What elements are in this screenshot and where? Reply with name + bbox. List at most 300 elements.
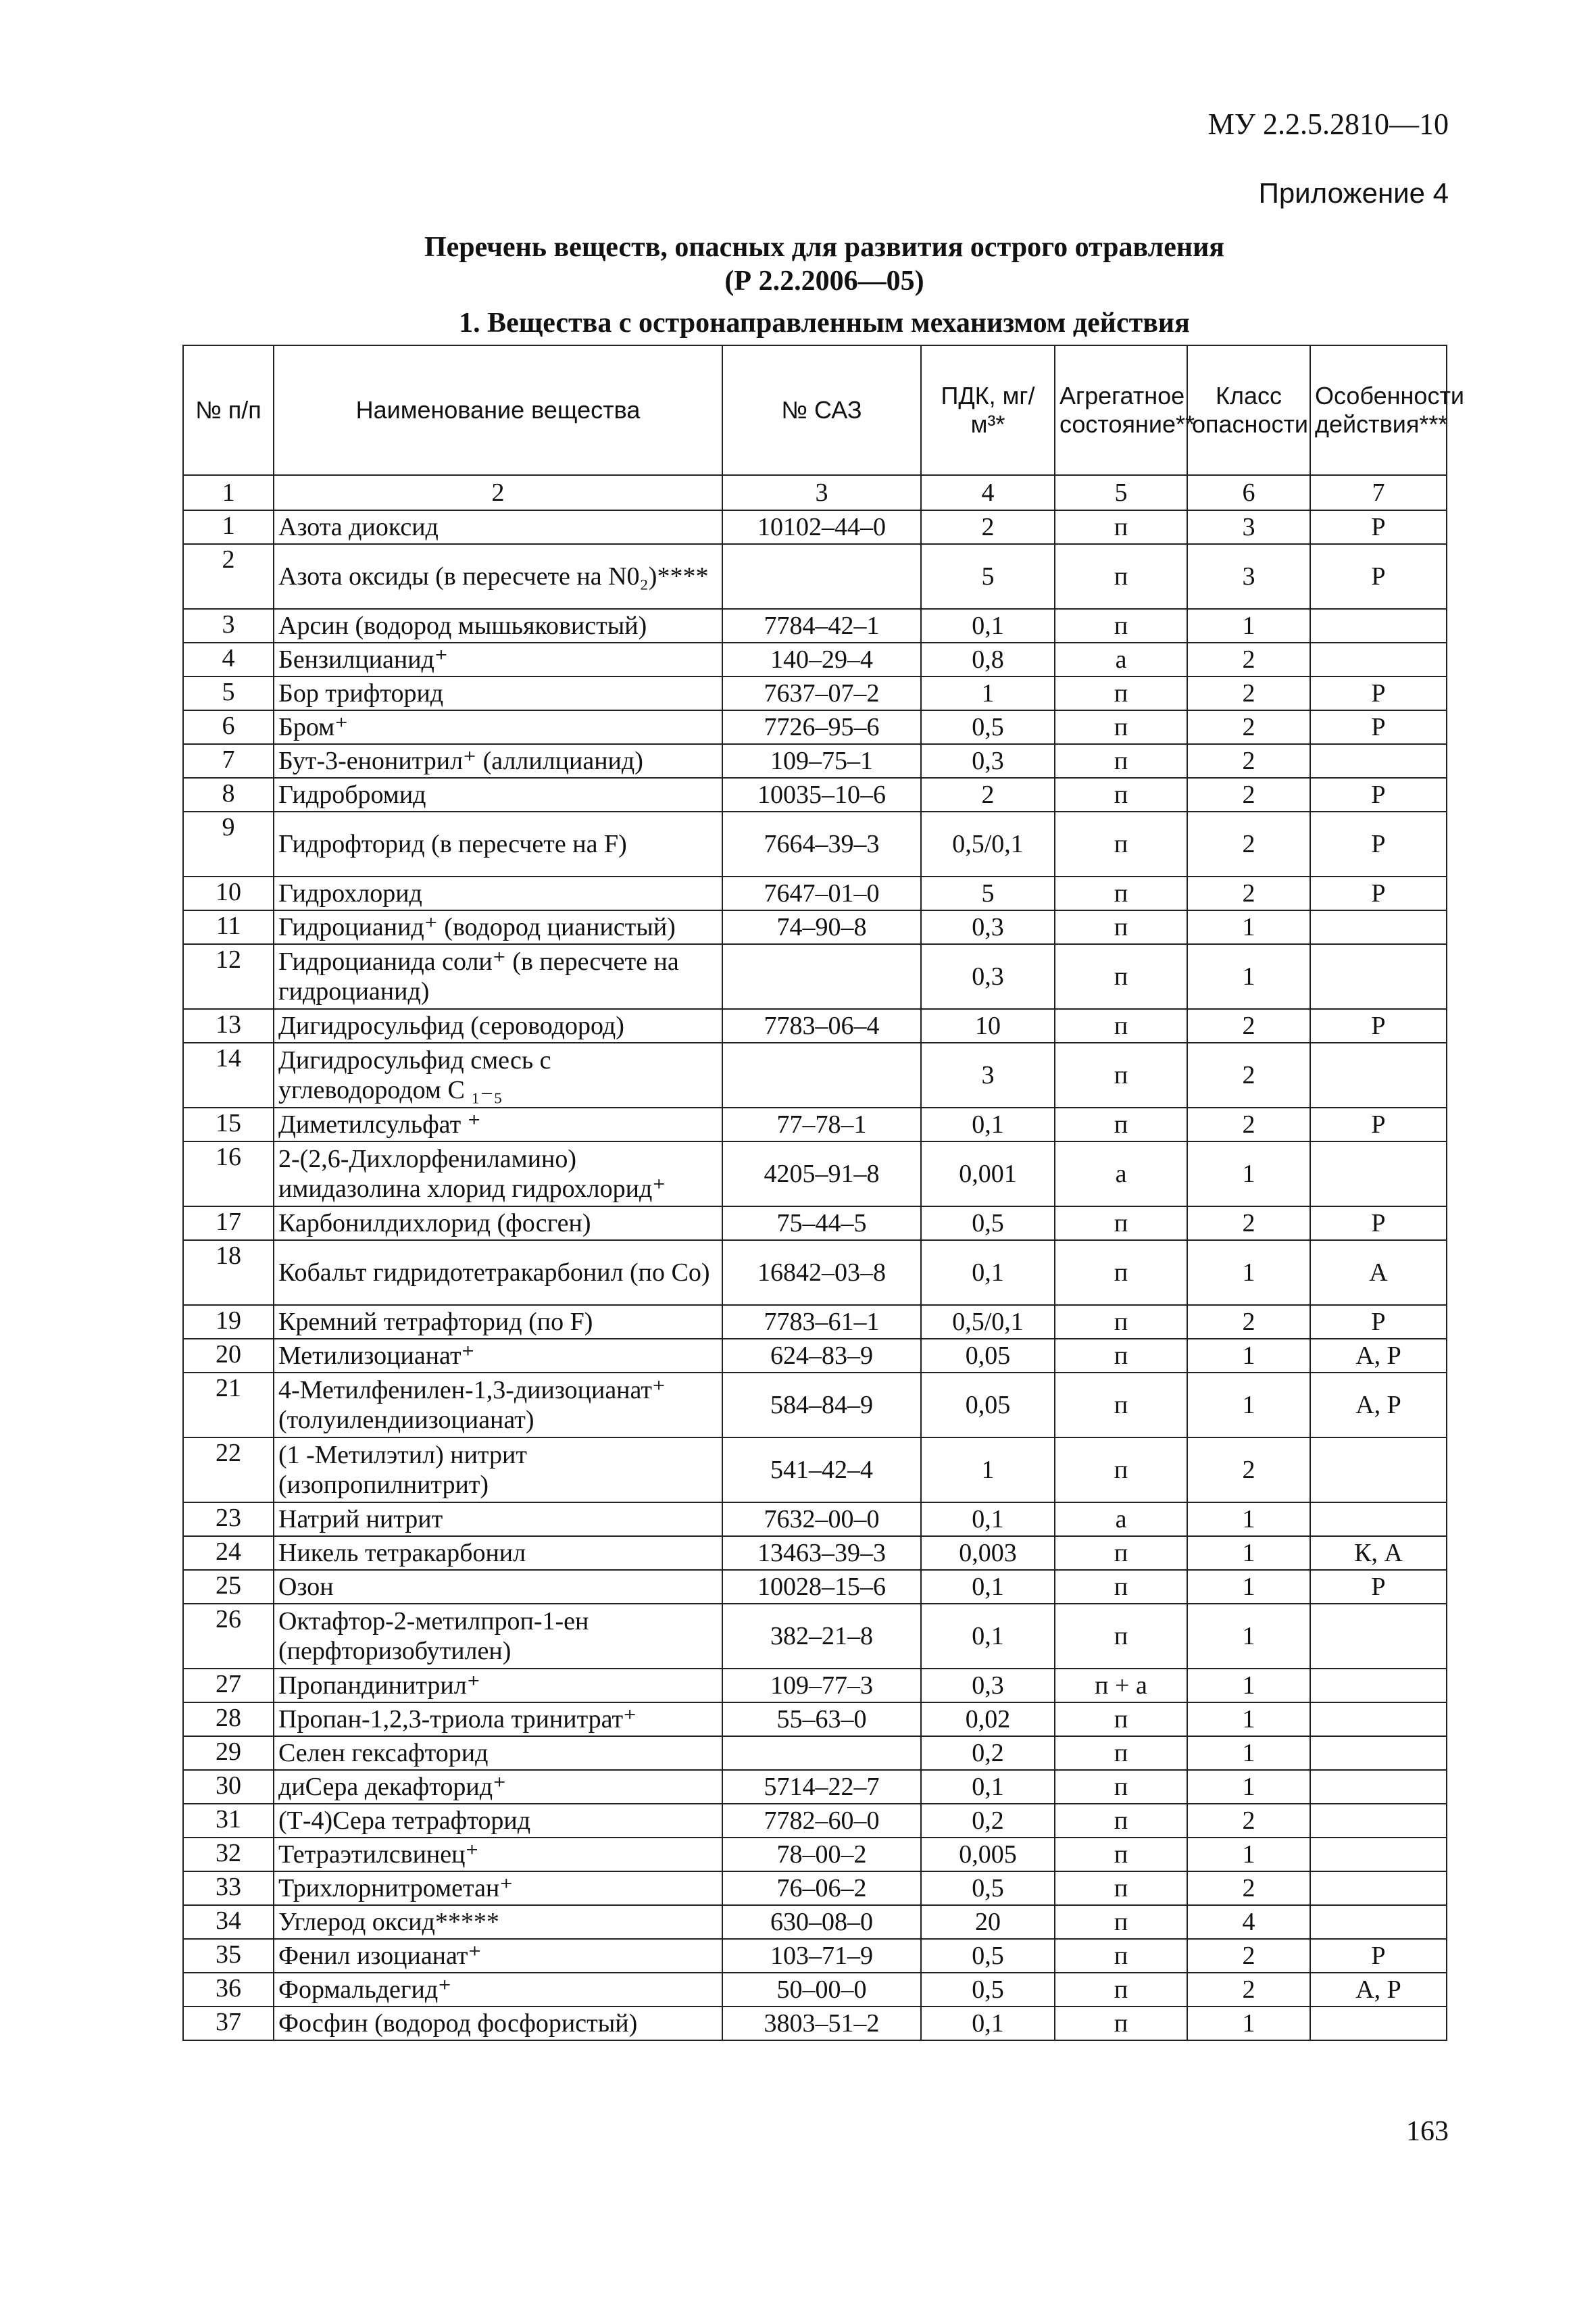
cell-mac: 5 bbox=[921, 544, 1055, 609]
cell-cas-number bbox=[722, 1043, 921, 1108]
cell-substance-name: Трихлорнитрометан⁺ bbox=[274, 1871, 722, 1905]
cell-aggregate-state: п bbox=[1055, 1770, 1187, 1804]
cell-action-features bbox=[1310, 609, 1447, 643]
cell-cas-number: 140–29–4 bbox=[722, 643, 921, 676]
table-row bbox=[183, 1702, 1447, 1736]
cell-substance-name: Дигидросульфид смесь с углеводородом С ₁₋₅ bbox=[274, 1043, 722, 1108]
table-row bbox=[183, 1604, 1447, 1669]
cell-cas-number: 7784–42–1 bbox=[722, 609, 921, 643]
cell-cas-number: 75–44–5 bbox=[722, 1206, 921, 1240]
cell-action-features bbox=[1310, 944, 1447, 1009]
cell-cas-number: 7726–95–6 bbox=[722, 710, 921, 744]
cell-action-features: К, А bbox=[1310, 1536, 1447, 1570]
column-number: 3 bbox=[722, 475, 921, 510]
cell-aggregate-state: а bbox=[1055, 1141, 1187, 1206]
cell-substance-name: Диметилсульфат ⁺ bbox=[274, 1108, 722, 1141]
cell-substance-name: Бром⁺ bbox=[274, 710, 722, 744]
cell-aggregate-state: а bbox=[1055, 643, 1187, 676]
cell-hazard-class: 4 bbox=[1187, 1905, 1310, 1939]
cell-action-features: Р bbox=[1310, 1305, 1447, 1339]
cell-hazard-class: 2 bbox=[1187, 1108, 1310, 1141]
cell-substance-name: Гидроцианида соли⁺ (в пересчете на гидроцианид) bbox=[274, 944, 722, 1009]
cell-cas-number: 624–83–9 bbox=[722, 1339, 921, 1373]
cell-mac: 0,8 bbox=[921, 643, 1055, 676]
cell-aggregate-state: п bbox=[1055, 710, 1187, 744]
cell-mac: 0,5/0,1 bbox=[921, 812, 1055, 877]
page-number: 163 bbox=[1406, 2116, 1449, 2147]
cell-aggregate-state: п bbox=[1055, 1339, 1187, 1373]
cell-action-features: Р bbox=[1310, 544, 1447, 609]
cell-mac: 0,5 bbox=[921, 1939, 1055, 1973]
cell-hazard-class: 1 bbox=[1187, 1838, 1310, 1871]
cell-hazard-class: 2 bbox=[1187, 1009, 1310, 1043]
column-number: 5 bbox=[1055, 475, 1187, 510]
cell-hazard-class: 2 bbox=[1187, 643, 1310, 676]
table-row bbox=[183, 1141, 1447, 1206]
cell-cas-number: 5714–22–7 bbox=[722, 1770, 921, 1804]
cell-mac: 2 bbox=[921, 778, 1055, 812]
cell-substance-name: Селен гексафторид bbox=[274, 1736, 722, 1770]
cell-substance-name: Октафтор-2-метилпроп-1-ен (перфторизобутилен) bbox=[274, 1604, 722, 1669]
cell-cas-number: 10102–44–0 bbox=[722, 510, 921, 544]
cell-aggregate-state: п bbox=[1055, 1043, 1187, 1108]
cell-aggregate-state: п bbox=[1055, 544, 1187, 609]
cell-substance-name: Кобальт гидридотетракарбонил (по Со) bbox=[274, 1240, 722, 1305]
cell-cas-number: 16842–03–8 bbox=[722, 1240, 921, 1305]
cell-mac: 0,5 bbox=[921, 1973, 1055, 2007]
cell-hazard-class: 1 bbox=[1187, 1240, 1310, 1305]
table-row bbox=[183, 1536, 1447, 1570]
column-number: 2 bbox=[274, 475, 722, 510]
cell-number: 6 bbox=[183, 710, 274, 744]
cell-aggregate-state: п + а bbox=[1055, 1669, 1187, 1702]
cell-action-features: А, Р bbox=[1310, 1973, 1447, 2007]
cell-number: 5 bbox=[183, 676, 274, 710]
cell-cas-number: 78–00–2 bbox=[722, 1838, 921, 1871]
cell-substance-name: Бут-3-енонитрил⁺ (аллилцианид) bbox=[274, 744, 722, 778]
cell-aggregate-state: п bbox=[1055, 1437, 1187, 1502]
cell-cas-number: 584–84–9 bbox=[722, 1373, 921, 1437]
header-mac: ПДК, мг/м³* bbox=[921, 345, 1055, 475]
header-number: № п/п bbox=[183, 345, 274, 475]
cell-cas-number: 7783–61–1 bbox=[722, 1305, 921, 1339]
cell-mac: 0,5 bbox=[921, 1871, 1055, 1905]
cell-aggregate-state: п bbox=[1055, 1108, 1187, 1141]
cell-mac: 0,1 bbox=[921, 1502, 1055, 1536]
cell-hazard-class: 1 bbox=[1187, 2007, 1310, 2040]
cell-substance-name: 4-Метилфенилен-1,3-диизоцианат⁺ (толуилендиизоцианат) bbox=[274, 1373, 722, 1437]
cell-hazard-class: 1 bbox=[1187, 1141, 1310, 1206]
cell-substance-name: Бор трифторид bbox=[274, 676, 722, 710]
cell-mac: 0,05 bbox=[921, 1339, 1055, 1373]
appendix-label: Приложение 4 bbox=[1258, 177, 1449, 209]
table-row bbox=[183, 676, 1447, 710]
cell-cas-number: 10028–15–6 bbox=[722, 1570, 921, 1604]
cell-hazard-class: 1 bbox=[1187, 1702, 1310, 1736]
cell-aggregate-state: п bbox=[1055, 1373, 1187, 1437]
cell-aggregate-state: п bbox=[1055, 877, 1187, 910]
cell-aggregate-state: п bbox=[1055, 910, 1187, 944]
cell-action-features bbox=[1310, 1043, 1447, 1108]
cell-cas-number: 103–71–9 bbox=[722, 1939, 921, 1973]
cell-hazard-class: 1 bbox=[1187, 1604, 1310, 1669]
cell-mac: 0,003 bbox=[921, 1536, 1055, 1570]
cell-cas-number: 13463–39–3 bbox=[722, 1536, 921, 1570]
cell-hazard-class: 2 bbox=[1187, 1973, 1310, 2007]
cell-aggregate-state: п bbox=[1055, 1838, 1187, 1871]
table-row bbox=[183, 877, 1447, 910]
cell-number: 29 bbox=[183, 1736, 274, 1770]
cell-aggregate-state: п bbox=[1055, 1702, 1187, 1736]
cell-hazard-class: 1 bbox=[1187, 1502, 1310, 1536]
cell-number: 2 bbox=[183, 544, 274, 609]
cell-substance-name: Фосфин (водород фосфористый) bbox=[274, 2007, 722, 2040]
cell-aggregate-state: п bbox=[1055, 1939, 1187, 1973]
cell-action-features: Р bbox=[1310, 1009, 1447, 1043]
cell-substance-name: Азота оксиды (в пересчете на N0₂)**** bbox=[274, 544, 722, 609]
table-row bbox=[183, 778, 1447, 812]
cell-hazard-class: 1 bbox=[1187, 1339, 1310, 1373]
cell-mac: 1 bbox=[921, 1437, 1055, 1502]
cell-hazard-class: 2 bbox=[1187, 812, 1310, 877]
cell-cas-number: 7632–00–0 bbox=[722, 1502, 921, 1536]
cell-number: 24 bbox=[183, 1536, 274, 1570]
table-row bbox=[183, 1206, 1447, 1240]
cell-substance-name: (1 -Метилэтил) нитрит (изопропилнитрит) bbox=[274, 1437, 722, 1502]
cell-number: 17 bbox=[183, 1206, 274, 1240]
cell-hazard-class: 2 bbox=[1187, 877, 1310, 910]
cell-action-features bbox=[1310, 910, 1447, 944]
table-row bbox=[183, 1838, 1447, 1871]
table-row bbox=[183, 544, 1447, 609]
cell-aggregate-state: п bbox=[1055, 1804, 1187, 1838]
cell-number: 7 bbox=[183, 744, 274, 778]
cell-action-features bbox=[1310, 1669, 1447, 1702]
cell-action-features bbox=[1310, 744, 1447, 778]
cell-aggregate-state: п bbox=[1055, 1973, 1187, 2007]
cell-mac: 3 bbox=[921, 1043, 1055, 1108]
table-row bbox=[183, 1770, 1447, 1804]
cell-aggregate-state: п bbox=[1055, 609, 1187, 643]
cell-hazard-class: 2 bbox=[1187, 1305, 1310, 1339]
cell-action-features: Р bbox=[1310, 1570, 1447, 1604]
cell-number: 3 bbox=[183, 609, 274, 643]
cell-number: 23 bbox=[183, 1502, 274, 1536]
cell-cas-number: 4205–91–8 bbox=[722, 1141, 921, 1206]
cell-action-features bbox=[1310, 1871, 1447, 1905]
cell-hazard-class: 1 bbox=[1187, 1669, 1310, 1702]
table-row bbox=[183, 1871, 1447, 1905]
cell-aggregate-state: п bbox=[1055, 1009, 1187, 1043]
cell-number: 37 bbox=[183, 2007, 274, 2040]
cell-substance-name: Кремний тетрафторид (по F) bbox=[274, 1305, 722, 1339]
cell-substance-name: Бензилцианид⁺ bbox=[274, 643, 722, 676]
table-row bbox=[183, 609, 1447, 643]
cell-hazard-class: 2 bbox=[1187, 1043, 1310, 1108]
cell-hazard-class: 2 bbox=[1187, 1437, 1310, 1502]
header-action-features: Особенности действия*** bbox=[1310, 345, 1447, 475]
cell-cas-number: 77–78–1 bbox=[722, 1108, 921, 1141]
cell-cas-number: 7664–39–3 bbox=[722, 812, 921, 877]
cell-aggregate-state: п bbox=[1055, 944, 1187, 1009]
cell-aggregate-state: п bbox=[1055, 1736, 1187, 1770]
substances-table bbox=[182, 345, 1465, 2041]
cell-number: 26 bbox=[183, 1604, 274, 1669]
cell-number: 30 bbox=[183, 1770, 274, 1804]
cell-mac: 0,5 bbox=[921, 1206, 1055, 1240]
cell-substance-name: Фенил изоцианат⁺ bbox=[274, 1939, 722, 1973]
table-row bbox=[183, 1108, 1447, 1141]
cell-substance-name: Азота диоксид bbox=[274, 510, 722, 544]
cell-aggregate-state: п bbox=[1055, 812, 1187, 877]
cell-action-features bbox=[1310, 1905, 1447, 1939]
cell-hazard-class: 3 bbox=[1187, 544, 1310, 609]
cell-number: 15 bbox=[183, 1108, 274, 1141]
cell-number: 14 bbox=[183, 1043, 274, 1108]
cell-action-features bbox=[1310, 1141, 1447, 1206]
cell-action-features: Р bbox=[1310, 877, 1447, 910]
cell-action-features bbox=[1310, 1770, 1447, 1804]
cell-hazard-class: 1 bbox=[1187, 1770, 1310, 1804]
cell-number: 4 bbox=[183, 643, 274, 676]
document-reference: (Р 2.2.2006—05) bbox=[724, 266, 924, 297]
cell-mac: 0,1 bbox=[921, 1108, 1055, 1141]
cell-hazard-class: 1 bbox=[1187, 1736, 1310, 1770]
cell-action-features bbox=[1310, 2007, 1447, 2040]
cell-number: 13 bbox=[183, 1009, 274, 1043]
cell-substance-name: Дигидросульфид (сероводород) bbox=[274, 1009, 722, 1043]
cell-action-features: Р bbox=[1310, 510, 1447, 544]
cell-hazard-class: 1 bbox=[1187, 609, 1310, 643]
cell-mac: 0,3 bbox=[921, 1669, 1055, 1702]
column-number-row bbox=[183, 475, 1447, 510]
table-row bbox=[183, 1305, 1447, 1339]
cell-hazard-class: 2 bbox=[1187, 1804, 1310, 1838]
table-row bbox=[183, 1804, 1447, 1838]
cell-aggregate-state: п bbox=[1055, 1570, 1187, 1604]
cell-substance-name: Углерод оксид***** bbox=[274, 1905, 722, 1939]
cell-substance-name: Гидрофторид (в пересчете на F) bbox=[274, 812, 722, 877]
cell-action-features bbox=[1310, 643, 1447, 676]
cell-substance-name: 2-(2,6-Дихлорфениламино) имидазолина хлорид гидрохлорид⁺ bbox=[274, 1141, 722, 1206]
cell-mac: 0,1 bbox=[921, 609, 1055, 643]
cell-substance-name: Никель тетракарбонил bbox=[274, 1536, 722, 1570]
cell-hazard-class: 1 bbox=[1187, 1570, 1310, 1604]
cell-mac: 20 bbox=[921, 1905, 1055, 1939]
cell-cas-number: 7647–01–0 bbox=[722, 877, 921, 910]
cell-cas-number: 50–00–0 bbox=[722, 1973, 921, 2007]
cell-aggregate-state: п bbox=[1055, 676, 1187, 710]
cell-mac: 1 bbox=[921, 676, 1055, 710]
table-row bbox=[183, 944, 1447, 1009]
cell-substance-name: Тетраэтилсвинец⁺ bbox=[274, 1838, 722, 1871]
cell-mac: 10 bbox=[921, 1009, 1055, 1043]
cell-cas-number: 109–75–1 bbox=[722, 744, 921, 778]
cell-action-features: Р bbox=[1310, 1108, 1447, 1141]
cell-action-features: Р bbox=[1310, 1939, 1447, 1973]
cell-mac: 0,2 bbox=[921, 1736, 1055, 1770]
cell-substance-name: Гидробромид bbox=[274, 778, 722, 812]
cell-cas-number bbox=[722, 1736, 921, 1770]
cell-action-features: Р bbox=[1310, 812, 1447, 877]
table-row bbox=[183, 643, 1447, 676]
cell-cas-number: 3803–51–2 bbox=[722, 2007, 921, 2040]
cell-number: 27 bbox=[183, 1669, 274, 1702]
cell-aggregate-state: п bbox=[1055, 778, 1187, 812]
cell-action-features: А bbox=[1310, 1240, 1447, 1305]
cell-cas-number: 74–90–8 bbox=[722, 910, 921, 944]
cell-mac: 2 bbox=[921, 510, 1055, 544]
cell-aggregate-state: п bbox=[1055, 1604, 1187, 1669]
cell-action-features bbox=[1310, 1604, 1447, 1669]
document-title: Перечень веществ, опасных для развития острого отравления bbox=[424, 232, 1224, 263]
cell-number: 8 bbox=[183, 778, 274, 812]
cell-substance-name: Формальдегид⁺ bbox=[274, 1973, 722, 2007]
cell-mac: 0,5/0,1 bbox=[921, 1305, 1055, 1339]
cell-cas-number: 7783–06–4 bbox=[722, 1009, 921, 1043]
cell-number: 9 bbox=[183, 812, 274, 877]
column-number: 7 bbox=[1310, 475, 1447, 510]
table-row bbox=[183, 1339, 1447, 1373]
cell-mac: 0,05 bbox=[921, 1373, 1055, 1437]
cell-substance-name: диСера декафторид⁺ bbox=[274, 1770, 722, 1804]
table-row bbox=[183, 1736, 1447, 1770]
cell-aggregate-state: п bbox=[1055, 1905, 1187, 1939]
cell-action-features bbox=[1310, 1804, 1447, 1838]
cell-cas-number: 382–21–8 bbox=[722, 1604, 921, 1669]
cell-substance-name: Гидрохлорид bbox=[274, 877, 722, 910]
cell-cas-number: 7782–60–0 bbox=[722, 1804, 921, 1838]
cell-number: 36 bbox=[183, 1973, 274, 2007]
cell-hazard-class: 2 bbox=[1187, 676, 1310, 710]
cell-action-features bbox=[1310, 1702, 1447, 1736]
cell-mac: 0,2 bbox=[921, 1804, 1055, 1838]
cell-aggregate-state: п bbox=[1055, 1536, 1187, 1570]
cell-number: 20 bbox=[183, 1339, 274, 1373]
table-row bbox=[183, 1502, 1447, 1536]
column-number: 4 bbox=[921, 475, 1055, 510]
cell-hazard-class: 1 bbox=[1187, 1373, 1310, 1437]
cell-number: 34 bbox=[183, 1905, 274, 1939]
cell-substance-name: (Т-4)Сера тетрафторид bbox=[274, 1804, 722, 1838]
cell-number: 11 bbox=[183, 910, 274, 944]
header-aggregate-state: Агрегатное состояние** bbox=[1055, 345, 1187, 475]
cell-number: 12 bbox=[183, 944, 274, 1009]
cell-substance-name: Пропан-1,2,3-триола тринитрат⁺ bbox=[274, 1702, 722, 1736]
cell-cas-number: 55–63–0 bbox=[722, 1702, 921, 1736]
cell-mac: 0,1 bbox=[921, 1604, 1055, 1669]
cell-substance-name: Гидроцианид⁺ (водород цианистый) bbox=[274, 910, 722, 944]
cell-mac: 5 bbox=[921, 877, 1055, 910]
cell-number: 21 bbox=[183, 1373, 274, 1437]
cell-number: 22 bbox=[183, 1437, 274, 1502]
table-row bbox=[183, 1009, 1447, 1043]
cell-number: 25 bbox=[183, 1570, 274, 1604]
cell-hazard-class: 2 bbox=[1187, 1939, 1310, 1973]
cell-action-features: А, Р bbox=[1310, 1339, 1447, 1373]
cell-number: 18 bbox=[183, 1240, 274, 1305]
cell-aggregate-state: п bbox=[1055, 1871, 1187, 1905]
cell-substance-name: Арсин (водород мышьяковистый) bbox=[274, 609, 722, 643]
cell-action-features bbox=[1310, 1838, 1447, 1871]
cell-cas-number: 76–06–2 bbox=[722, 1871, 921, 1905]
table-row bbox=[183, 1373, 1447, 1437]
cell-cas-number: 109–77–3 bbox=[722, 1669, 921, 1702]
cell-aggregate-state: а bbox=[1055, 1502, 1187, 1536]
cell-substance-name: Карбонилдихлорид (фосген) bbox=[274, 1206, 722, 1240]
cell-mac: 0,1 bbox=[921, 1770, 1055, 1804]
cell-number: 16 bbox=[183, 1141, 274, 1206]
cell-hazard-class: 2 bbox=[1187, 778, 1310, 812]
cell-action-features: Р bbox=[1310, 778, 1447, 812]
cell-cas-number bbox=[722, 944, 921, 1009]
cell-cas-number: 10035–10–6 bbox=[722, 778, 921, 812]
cell-substance-name: Озон bbox=[274, 1570, 722, 1604]
cell-hazard-class: 1 bbox=[1187, 1536, 1310, 1570]
cell-substance-name: Пропандинитрил⁺ bbox=[274, 1669, 722, 1702]
cell-hazard-class: 3 bbox=[1187, 510, 1310, 544]
table-row bbox=[183, 1905, 1447, 1939]
cell-action-features bbox=[1310, 1502, 1447, 1536]
table-row bbox=[183, 1669, 1447, 1702]
table-header-row bbox=[183, 345, 1447, 475]
table-row bbox=[183, 812, 1447, 877]
table-row bbox=[183, 1240, 1447, 1305]
table-row bbox=[183, 1939, 1447, 1973]
cell-hazard-class: 1 bbox=[1187, 910, 1310, 944]
cell-hazard-class: 2 bbox=[1187, 710, 1310, 744]
cell-hazard-class: 2 bbox=[1187, 744, 1310, 778]
cell-action-features: Р bbox=[1310, 676, 1447, 710]
cell-number: 33 bbox=[183, 1871, 274, 1905]
cell-substance-name: Натрий нитрит bbox=[274, 1502, 722, 1536]
section-title: 1. Вещества с остронаправленным механизмом действия bbox=[459, 307, 1190, 339]
cell-number: 35 bbox=[183, 1939, 274, 1973]
cell-cas-number: 541–42–4 bbox=[722, 1437, 921, 1502]
cell-mac: 0,3 bbox=[921, 910, 1055, 944]
cell-action-features bbox=[1310, 1736, 1447, 1770]
cell-action-features bbox=[1310, 1437, 1447, 1502]
cell-aggregate-state: п bbox=[1055, 510, 1187, 544]
cell-mac: 0,1 bbox=[921, 2007, 1055, 2040]
cell-mac: 0,1 bbox=[921, 1570, 1055, 1604]
cell-aggregate-state: п bbox=[1055, 744, 1187, 778]
table-row bbox=[183, 1570, 1447, 1604]
cell-mac: 0,001 bbox=[921, 1141, 1055, 1206]
cell-mac: 0,02 bbox=[921, 1702, 1055, 1736]
cell-action-features: Р bbox=[1310, 710, 1447, 744]
header-substance-name: Наименование вещества bbox=[274, 345, 722, 475]
table-row bbox=[183, 1043, 1447, 1108]
cell-hazard-class: 2 bbox=[1187, 1206, 1310, 1240]
table-row bbox=[183, 1973, 1447, 2007]
cell-cas-number: 7637–07–2 bbox=[722, 676, 921, 710]
table-row bbox=[183, 744, 1447, 778]
cell-aggregate-state: п bbox=[1055, 2007, 1187, 2040]
cell-action-features: Р bbox=[1310, 1206, 1447, 1240]
table-row bbox=[183, 510, 1447, 544]
cell-action-features: А, Р bbox=[1310, 1373, 1447, 1437]
cell-mac: 0,3 bbox=[921, 944, 1055, 1009]
column-number: 1 bbox=[183, 475, 274, 510]
cell-hazard-class: 2 bbox=[1187, 1871, 1310, 1905]
table-row bbox=[183, 2007, 1447, 2040]
cell-mac: 0,1 bbox=[921, 1240, 1055, 1305]
table-row bbox=[183, 1437, 1447, 1502]
document-code: МУ 2.2.5.2810—10 bbox=[1207, 107, 1449, 141]
cell-aggregate-state: п bbox=[1055, 1206, 1187, 1240]
table-row bbox=[183, 710, 1447, 744]
